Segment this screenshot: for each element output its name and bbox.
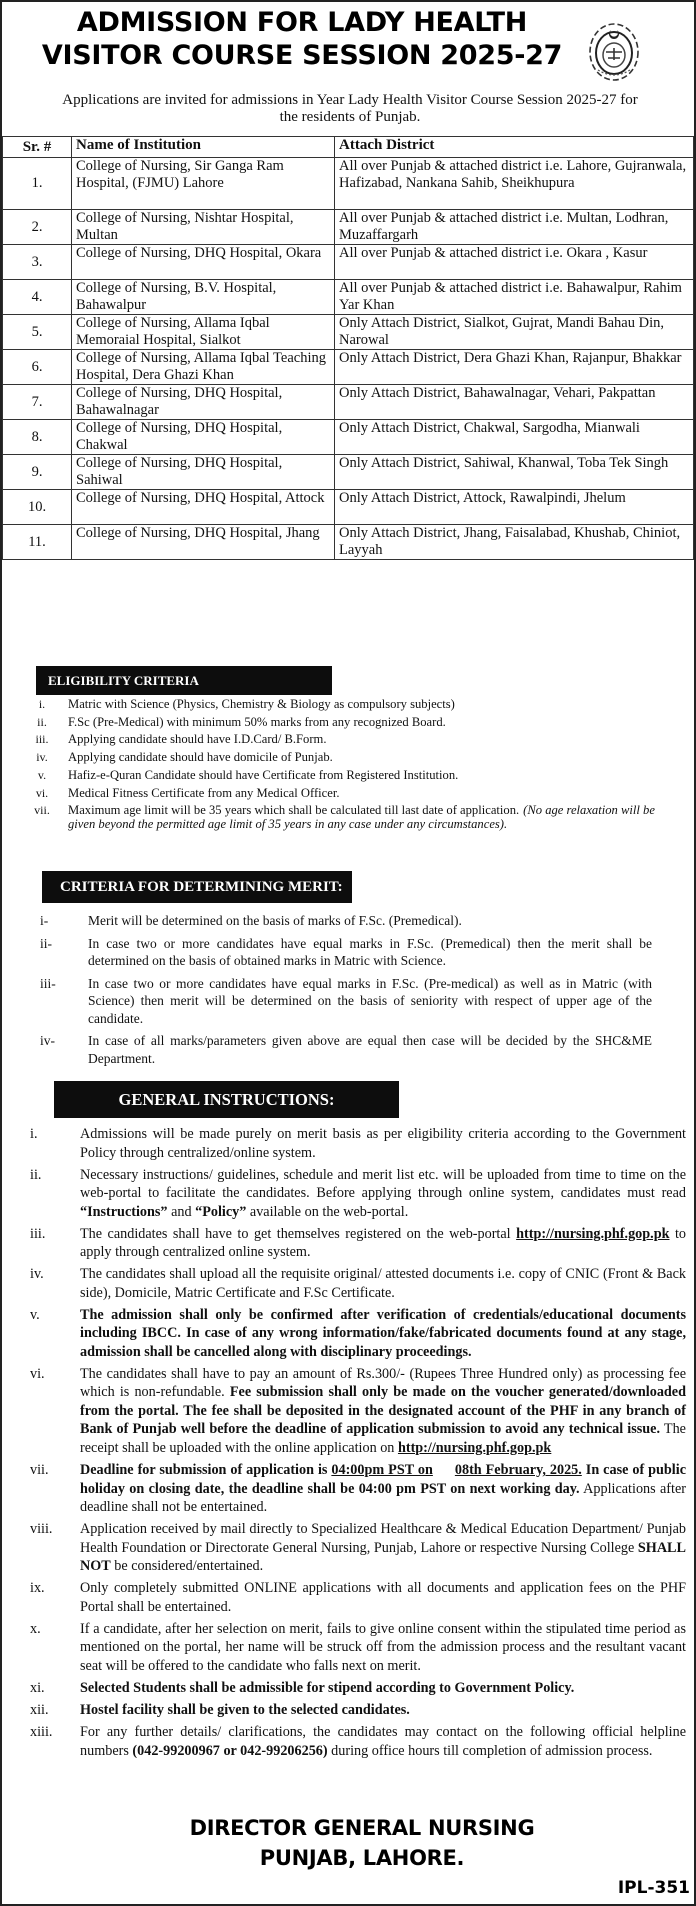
institutions-table: [2, 136, 694, 560]
list-item: [2, 1306, 686, 1362]
cell-institution: College of Nursing, DHQ Hospital, Sahiwal: [72, 455, 335, 490]
item-text: 08th February, 2025.: [454, 1462, 582, 1479]
item-text: The admission shall only be confirmed after verification of credentials/educational documents including IBCC. In case of any wrong information/fake/fabricated documents found at any stage, admission shall be cancelled along with disciplinary proceedings.: [80, 1306, 686, 1360]
list-item: [2, 1679, 686, 1698]
item-number: viii.: [30, 1521, 53, 1538]
cell-district: Only Attach District, Bahawalnagar, Vehari, Pakpattan: [335, 385, 694, 420]
item-text: Deadline for submission of application is: [80, 1462, 332, 1479]
item-number: i-: [40, 913, 49, 928]
list-item: [2, 912, 652, 930]
list-item: [2, 1579, 686, 1616]
signatory-line-1: DIRECTOR GENERAL NURSING: [189, 1816, 535, 1840]
item-text: If a candidate, after her selection on merit, fails to give online consent within the stipulated time period as mentioned on the portal, her name will be struck off from the admission process and the resultant vacant seat will be offered to the candidate who falls next on merit.: [80, 1620, 686, 1674]
cell-institution: College of Nursing, Allama Iqbal Teaching Hospital, Dera Ghazi Khan: [72, 350, 335, 385]
list-item: [2, 1520, 686, 1576]
government-emblem-icon: [586, 20, 642, 84]
list-item: [2, 697, 662, 711]
item-text: to apply through centralized online system.: [80, 1225, 686, 1261]
item-text: Applications after deadline shall not be entertained.: [80, 1480, 686, 1516]
merit-list: [2, 912, 652, 1072]
cell-institution: College of Nursing, Sir Ganga Ram Hospital, (FJMU) Lahore: [72, 158, 335, 210]
item-text: during office hours till completion of admission process.: [327, 1742, 653, 1759]
table-row: [3, 385, 694, 420]
list-item: [2, 1032, 652, 1067]
list-item: [2, 1723, 686, 1760]
item-text: “Policy”: [195, 1203, 247, 1220]
general-instructions-heading: GENERAL INSTRUCTIONS:: [54, 1081, 399, 1118]
item-number: v.: [37, 767, 47, 782]
item-number: x.: [30, 1620, 41, 1637]
item-number: iv.: [30, 1266, 44, 1283]
item-text: Matric with Science (Physics, Chemistry & Biology as compulsory subjects): [68, 697, 455, 711]
title-line-1: ADMISSION FOR LADY HEALTH: [76, 7, 528, 38]
cell-sr: 5.: [3, 315, 72, 350]
table-header-row: [3, 137, 694, 158]
item-number: vii.: [34, 803, 50, 818]
item-text: Hostel facility shall be given to the selected candidates.: [80, 1702, 410, 1719]
item-text: be considered/entertained.: [110, 1558, 264, 1575]
item-number: ii.: [30, 1166, 42, 1183]
item-number: iii.: [30, 1225, 46, 1242]
item-text: and: [167, 1203, 196, 1220]
item-number: vi.: [30, 1365, 45, 1382]
item-number: xiii.: [30, 1724, 53, 1741]
list-item: [2, 786, 662, 800]
list-item: [2, 1620, 686, 1676]
item-text: Only completely submitted ONLINE applications with all documents and application fees on the PHF Portal shall be entertained.: [80, 1580, 686, 1615]
cell-sr: 2.: [3, 210, 72, 245]
item-text: In case two or more candidates have equal marks in F.Sc. (Pre-medical) as well as in Matric (with Science) then merit will be determined on the basis of seniority with respect of upper age of the candidate.: [88, 975, 652, 1026]
cell-institution: College of Nursing, B.V. Hospital, Bahawalpur: [72, 280, 335, 315]
item-text: SHALL NOT: [80, 1539, 686, 1575]
cell-sr: 10.: [3, 490, 72, 525]
column-header-institution: Name of Institution: [72, 137, 335, 158]
list-item: [2, 1365, 686, 1458]
item-text: In case of all marks/parameters given above are equal then case will be decided by the SHC&ME Department.: [88, 1033, 652, 1066]
intro-text: Applications are invited for admissions in Year Lady Health Visitor Course Session 2025-27 for the residents of Punjab.: [62, 92, 638, 125]
cell-district: Only Attach District, Sahiwal, Khanwal, Toba Tek Singh: [335, 455, 694, 490]
table-row: [3, 245, 694, 280]
cell-institution: College of Nursing, DHQ Hospital, Attock: [72, 490, 335, 525]
item-text: (042-99200967 or 042-99206256): [132, 1742, 328, 1759]
list-item: [2, 975, 652, 1028]
item-text: Fee submission shall only be made on the voucher generated/downloaded from the portal. The fee shall be deposited in the designated account of the PHF in any branch of Bank of Punjab well before the deadline of application submission to avoid any technical issue.: [80, 1384, 686, 1438]
cell-district: Only Attach District, Sialkot, Gujrat, Mandi Bahau Din, Narowal: [335, 315, 694, 350]
list-item: [2, 1701, 686, 1720]
item-text: F.Sc (Pre-Medical) with minimum 50% marks from any recognized Board.: [68, 714, 446, 729]
cell-institution: College of Nursing, DHQ Hospital, Chakwal: [72, 420, 335, 455]
item-text: (No age relaxation will be given beyond the permitted age limit of 35 years in any case under any circumstances).: [68, 803, 655, 832]
list-item: [2, 1125, 686, 1162]
portal-link[interactable]: http://nursing.phf.gop.pk: [397, 1439, 552, 1456]
signatory-line-2: PUNJAB, LAHORE.: [259, 1846, 465, 1870]
item-text: Applying candidate should have domicile of Punjab.: [68, 750, 333, 765]
cell-sr: 7.: [3, 385, 72, 420]
cell-district: All over Punjab & attached district i.e. Lahore, Gujranwala, Hafizabad, Nankana Sahib, Sheikhupura: [335, 158, 694, 210]
cell-sr: 8.: [3, 420, 72, 455]
item-text: The candidates shall upload all the requisite original/ attested documents i.e. copy of CNIC (Front & Back side), Domicile, Matric Certificate and F.Sc Certificate.: [80, 1266, 686, 1301]
list-item: [2, 1461, 686, 1517]
item-text: For any further details/ clarifications, the candidates may contact on the following official helpline numbers: [80, 1724, 686, 1759]
cell-sr: 11.: [3, 525, 72, 560]
item-text: available on the web-portal.: [246, 1203, 409, 1220]
item-number: vii.: [30, 1462, 49, 1479]
table-row: [3, 280, 694, 315]
cell-institution: College of Nursing, Allama Iqbal Memoraial Hospital, Sialkot: [72, 315, 335, 350]
table-row: [3, 525, 694, 560]
list-item: [2, 1166, 686, 1222]
column-header-sr: Sr. #: [3, 137, 72, 158]
item-text: Admissions will be made purely on merit basis as per eligibility criteria according to the Government Policy through centralized/online system.: [80, 1126, 686, 1161]
page-title: [22, 6, 582, 72]
item-text: The receipt shall be uploaded with the online application on: [80, 1421, 686, 1456]
list-item: [2, 935, 652, 970]
item-number: iv-: [40, 1033, 55, 1048]
ad-code: IPL-351: [617, 1878, 690, 1898]
item-number: iii-: [40, 975, 56, 991]
cell-sr: 9.: [3, 455, 72, 490]
item-text: Application received by mail directly to Specialized Healthcare & Medical Education Department/ Punjab Health Foundation or Directorate General Nursing, Punjab, Lahore or respective Nursing College: [80, 1521, 686, 1556]
table-row: [3, 210, 694, 245]
table-row: [3, 350, 694, 385]
item-text: Selected Students shall be admissible for stipend according to Government Policy.: [80, 1679, 575, 1696]
item-text: Merit will be determined on the basis of marks of F.Sc. (Premedical).: [88, 913, 462, 928]
cell-sr: 6.: [3, 350, 72, 385]
cell-district: Only Attach District, Jhang, Faisalabad, Khushab, Chiniot, Layyah: [335, 525, 694, 560]
list-item: [2, 732, 662, 746]
list-item: [2, 715, 662, 729]
item-text: Necessary instructions/ guidelines, schedule and merit list etc. will be uploaded from time to time on the web-portal to facilitate the candidates. Before applying through online system, candidates must read: [80, 1166, 686, 1202]
item-text: Applying candidate should have I.D.Card/ B.Form.: [68, 732, 327, 747]
item-text: The candidates shall have to pay an amount of Rs.300/- (Rupees Three Hundred only) as processing fee which is non-refundable.: [80, 1365, 686, 1401]
cell-district: Only Attach District, Chakwal, Sargodha, Mianwali: [335, 420, 694, 455]
list-item: [2, 768, 662, 782]
item-number: ii-: [40, 935, 52, 951]
table-row: [3, 315, 694, 350]
list-item: [2, 1225, 686, 1262]
column-header-district: Attach District: [335, 137, 694, 158]
cell-district: All over Punjab & attached district i.e. Okara , Kasur: [335, 245, 694, 280]
cell-district: Only Attach District, Dera Ghazi Khan, Rajanpur, Bhakkar: [335, 350, 694, 385]
cell-institution: College of Nursing, DHQ Hospital, Jhang: [72, 525, 335, 560]
table-row: [3, 490, 694, 525]
cell-institution: College of Nursing, Nishtar Hospital, Multan: [72, 210, 335, 245]
item-number: xi.: [30, 1679, 45, 1696]
table-row: [3, 158, 694, 210]
item-number: i.: [38, 697, 46, 711]
eligibility-list: [2, 697, 662, 835]
list-item: [2, 1265, 686, 1302]
item-text: The candidates shall have to get themselves registered on the web-portal: [80, 1225, 517, 1242]
cell-sr: 4.: [3, 280, 72, 315]
item-number: ix.: [30, 1580, 45, 1597]
item-number: v.: [30, 1306, 40, 1323]
item-text: Hafiz-e-Quran Candidate should have Certificate from Registered Institution.: [68, 767, 459, 782]
eligibility-heading: ELIGIBILITY CRITERIA: [36, 666, 332, 695]
item-text: “Instructions”: [80, 1203, 168, 1220]
item-number: ii.: [37, 714, 47, 729]
item-text: In case two or more candidates have equal marks in F.Sc. (Premedical) then the merit shall be determined on the basis of obtained marks in Matric with Science.: [88, 935, 652, 968]
cell-institution: College of Nursing, DHQ Hospital, Bahawalnagar: [72, 385, 335, 420]
table-row: [3, 455, 694, 490]
cell-district: All over Punjab & attached district i.e. Bahawalpur, Rahim Yar Khan: [335, 280, 694, 315]
general-instructions-list: [2, 1125, 686, 1764]
item-number: i.: [30, 1126, 38, 1142]
item-number: vi.: [35, 785, 49, 800]
item-text: In case of public holiday on closing date, the deadline shall be 04:00 pm PST on next working day.: [80, 1462, 686, 1497]
merit-heading: CRITERIA FOR DETERMINING MERIT:: [42, 871, 352, 903]
list-item: [2, 750, 662, 764]
portal-link[interactable]: http://nursing.phf.gop.pk: [516, 1225, 670, 1242]
item-text: 04:00pm PST on: [331, 1462, 433, 1479]
table-row: [3, 420, 694, 455]
cell-sr: 3.: [3, 245, 72, 280]
cell-district: Only Attach District, Attock, Rawalpindi, Jhelum: [335, 490, 694, 525]
item-text: Maximum age limit will be 35 years which shall be calculated till last date of application.: [68, 803, 520, 818]
cell-institution: College of Nursing, DHQ Hospital, Okara: [72, 245, 335, 280]
item-number: iv.: [36, 750, 48, 765]
title-line-2: VISITOR COURSE SESSION 2025-27: [41, 40, 563, 71]
item-number: xii.: [30, 1702, 49, 1719]
item-text: Medical Fitness Certificate from any Medical Officer.: [68, 785, 340, 800]
item-number: iii.: [35, 732, 49, 747]
list-item: [2, 803, 662, 831]
cell-sr: 1.: [3, 158, 72, 210]
cell-district: All over Punjab & attached district i.e. Multan, Lodhran, Muzaffargarh: [335, 210, 694, 245]
